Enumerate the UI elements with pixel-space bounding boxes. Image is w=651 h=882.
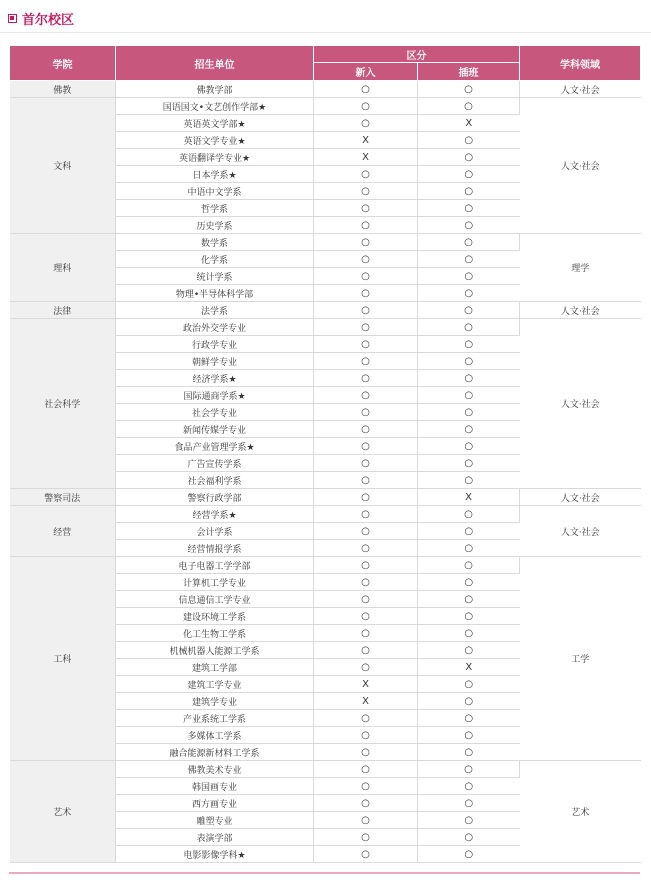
unit-name: 物理•半导体科学部	[116, 285, 314, 302]
unit-name: 历史学系	[116, 217, 314, 234]
header-new: 新入	[314, 63, 418, 81]
new-admission-mark: ○	[314, 523, 418, 540]
unit-name: 电影影像学科★	[116, 846, 314, 863]
header-transfer: 插班	[418, 63, 520, 81]
new-admission-mark: ○	[314, 574, 418, 591]
new-admission-mark: ○	[314, 81, 418, 98]
header-category: 区分	[314, 46, 520, 63]
table-row	[10, 489, 641, 506]
transfer-admission-mark: ○	[418, 846, 520, 863]
unit-name: 英语英文学部★	[116, 115, 314, 132]
transfer-admission-mark: ○	[418, 353, 520, 370]
new-admission-mark: ○	[314, 455, 418, 472]
new-admission-mark: ○	[314, 370, 418, 387]
transfer-admission-mark: X	[418, 489, 520, 506]
unit-name: 建筑工学部	[116, 659, 314, 676]
unit-name: 化工生物工学系	[116, 625, 314, 642]
new-admission-mark: ○	[314, 319, 418, 336]
transfer-admission-mark: ○	[418, 523, 520, 540]
transfer-admission-mark: ○	[418, 506, 520, 523]
new-admission-mark: ○	[314, 183, 418, 200]
new-admission-mark: ○	[314, 200, 418, 217]
new-admission-mark: ○	[314, 421, 418, 438]
unit-name: 经营情报学系	[116, 540, 314, 557]
unit-name: 雕塑专业	[116, 812, 314, 829]
new-admission-mark: ○	[314, 472, 418, 489]
new-admission-mark: ○	[314, 710, 418, 727]
new-admission-mark: ○	[314, 846, 418, 863]
transfer-admission-mark: ○	[418, 472, 520, 489]
new-admission-mark: ○	[314, 744, 418, 761]
new-admission-mark: ○	[314, 438, 418, 455]
transfer-admission-mark: X	[418, 115, 520, 132]
new-admission-mark: ○	[314, 489, 418, 506]
transfer-admission-mark: ○	[418, 693, 520, 710]
college-name: 佛教	[10, 81, 116, 98]
table-row	[10, 761, 641, 778]
new-admission-mark: ○	[314, 353, 418, 370]
new-admission-mark: ○	[314, 387, 418, 404]
unit-name: 信息通信工学专业	[116, 591, 314, 608]
transfer-admission-mark: ○	[418, 812, 520, 829]
campus-title	[8, 8, 74, 28]
unit-name: 融合能源新材料工学系	[116, 744, 314, 761]
college-name: 艺术	[10, 761, 116, 863]
college-name: 法律	[10, 302, 116, 319]
transfer-admission-mark: ○	[418, 710, 520, 727]
college-name: 警察司法	[10, 489, 116, 506]
unit-name: 表演学部	[116, 829, 314, 846]
college-name: 工科	[10, 557, 116, 761]
new-admission-mark: ○	[314, 115, 418, 132]
unit-name: 多媒体工学系	[116, 727, 314, 744]
new-admission-mark: ○	[314, 829, 418, 846]
unit-name: 国际通商学系★	[116, 387, 314, 404]
unit-name: 西方画专业	[116, 795, 314, 812]
unit-name: 经济学系★	[116, 370, 314, 387]
table-row	[10, 302, 641, 319]
campus-title-text: 首尔校区	[22, 12, 75, 28]
transfer-admission-mark: ○	[418, 438, 520, 455]
transfer-admission-mark: ○	[418, 557, 520, 574]
transfer-admission-mark: ○	[418, 251, 520, 268]
unit-name: 法学系	[116, 302, 314, 319]
transfer-admission-mark: ○	[418, 421, 520, 438]
unit-name: 建设环境工学系	[116, 608, 314, 625]
subject-field: 人文·社会	[520, 302, 641, 319]
transfer-admission-mark: ○	[418, 149, 520, 166]
transfer-admission-mark: ○	[418, 404, 520, 421]
top-divider	[0, 32, 651, 33]
transfer-admission-mark: ○	[418, 268, 520, 285]
new-admission-mark: ○	[314, 642, 418, 659]
transfer-admission-mark: ○	[418, 336, 520, 353]
new-admission-mark: ○	[314, 812, 418, 829]
new-admission-mark: ○	[314, 625, 418, 642]
unit-name: 哲学系	[116, 200, 314, 217]
new-admission-mark: ○	[314, 268, 418, 285]
new-admission-mark: ○	[314, 251, 418, 268]
unit-name: 食品产业管理学系★	[116, 438, 314, 455]
new-admission-mark: ○	[314, 557, 418, 574]
unit-name: 中语中文学系	[116, 183, 314, 200]
new-admission-mark: ○	[314, 778, 418, 795]
new-admission-mark: ○	[314, 540, 418, 557]
new-admission-mark: ○	[314, 591, 418, 608]
subject-field: 理学	[520, 234, 641, 302]
unit-name: 朝鲜学专业	[116, 353, 314, 370]
subject-field: 人文·社会	[520, 81, 641, 98]
new-admission-mark: ○	[314, 98, 418, 115]
transfer-admission-mark: ○	[418, 574, 520, 591]
bottom-divider	[9, 872, 640, 874]
table-row	[10, 506, 641, 523]
unit-name: 广告宣传学系	[116, 455, 314, 472]
transfer-admission-mark: ○	[418, 829, 520, 846]
new-admission-mark: ○	[314, 795, 418, 812]
new-admission-mark: ○	[314, 217, 418, 234]
transfer-admission-mark: X	[418, 659, 520, 676]
new-admission-mark: ○	[314, 608, 418, 625]
transfer-admission-mark: ○	[418, 642, 520, 659]
transfer-admission-mark: ○	[418, 98, 520, 115]
new-admission-mark: ○	[314, 234, 418, 251]
new-admission-mark: ○	[314, 761, 418, 778]
transfer-admission-mark: ○	[418, 285, 520, 302]
square-bullet-icon	[8, 14, 17, 23]
unit-name: 佛教美术专业	[116, 761, 314, 778]
transfer-admission-mark: ○	[418, 217, 520, 234]
unit-name: 统计学系	[116, 268, 314, 285]
college-name: 理科	[10, 234, 116, 302]
new-admission-mark: ○	[314, 659, 418, 676]
unit-name: 会计学系	[116, 523, 314, 540]
subject-field: 工学	[520, 557, 641, 761]
transfer-admission-mark: ○	[418, 744, 520, 761]
unit-name: 社会福利学系	[116, 472, 314, 489]
subject-field: 艺术	[520, 761, 641, 863]
transfer-admission-mark: ○	[418, 387, 520, 404]
new-admission-mark: ○	[314, 302, 418, 319]
unit-name: 政治外交学专业	[116, 319, 314, 336]
transfer-admission-mark: ○	[418, 591, 520, 608]
subject-field: 人文·社会	[520, 98, 641, 234]
unit-name: 日本学系★	[116, 166, 314, 183]
subject-field: 人文·社会	[520, 489, 641, 506]
new-admission-mark: X	[314, 149, 418, 166]
unit-name: 机械机器人能源工学系	[116, 642, 314, 659]
table-row	[10, 234, 641, 251]
transfer-admission-mark: ○	[418, 234, 520, 251]
transfer-admission-mark: ○	[418, 166, 520, 183]
new-admission-mark: ○	[314, 285, 418, 302]
new-admission-mark: ○	[314, 166, 418, 183]
transfer-admission-mark: ○	[418, 455, 520, 472]
college-name: 经营	[10, 506, 116, 557]
unit-name: 计算机工学专业	[116, 574, 314, 591]
unit-name: 行政学专业	[116, 336, 314, 353]
unit-name: 建筑工学专业	[116, 676, 314, 693]
transfer-admission-mark: ○	[418, 608, 520, 625]
new-admission-mark: X	[314, 132, 418, 149]
transfer-admission-mark: ○	[418, 319, 520, 336]
unit-name: 化学系	[116, 251, 314, 268]
table-row	[10, 557, 641, 574]
new-admission-mark: ○	[314, 336, 418, 353]
unit-name: 数学系	[116, 234, 314, 251]
table-row	[10, 319, 641, 336]
unit-name: 社会学专业	[116, 404, 314, 421]
unit-name: 国语国文•文艺创作学部★	[116, 98, 314, 115]
unit-name: 英语翻译学专业★	[116, 149, 314, 166]
transfer-admission-mark: ○	[418, 302, 520, 319]
new-admission-mark: X	[314, 676, 418, 693]
transfer-admission-mark: ○	[418, 795, 520, 812]
subject-field: 人文·社会	[520, 319, 641, 489]
unit-name: 建筑学专业	[116, 693, 314, 710]
transfer-admission-mark: ○	[418, 761, 520, 778]
table-row	[10, 81, 641, 98]
transfer-admission-mark: ○	[418, 778, 520, 795]
college-name: 文科	[10, 98, 116, 234]
new-admission-mark: ○	[314, 506, 418, 523]
header-college: 学院	[10, 46, 116, 81]
new-admission-mark: X	[314, 693, 418, 710]
transfer-admission-mark: ○	[418, 132, 520, 149]
college-name: 社会科学	[10, 319, 116, 489]
transfer-admission-mark: ○	[418, 625, 520, 642]
unit-name: 新闻传媒学专业	[116, 421, 314, 438]
unit-name: 产业系统工学系	[116, 710, 314, 727]
table-body	[10, 81, 641, 863]
unit-name: 经营学系★	[116, 506, 314, 523]
transfer-admission-mark: ○	[418, 81, 520, 98]
unit-name: 韩国画专业	[116, 778, 314, 795]
header-field: 学科领域	[520, 46, 641, 81]
table-header	[10, 46, 641, 81]
new-admission-mark: ○	[314, 404, 418, 421]
transfer-admission-mark: ○	[418, 676, 520, 693]
header-unit: 招生单位	[116, 46, 314, 81]
transfer-admission-mark: ○	[418, 200, 520, 217]
unit-name: 英语文学专业★	[116, 132, 314, 149]
unit-name: 佛教学部	[116, 81, 314, 98]
table-row	[10, 98, 641, 115]
admission-table	[9, 45, 641, 863]
transfer-admission-mark: ○	[418, 727, 520, 744]
transfer-admission-mark: ○	[418, 540, 520, 557]
transfer-admission-mark: ○	[418, 183, 520, 200]
new-admission-mark: ○	[314, 727, 418, 744]
transfer-admission-mark: ○	[418, 370, 520, 387]
unit-name: 电子电器工学学部	[116, 557, 314, 574]
subject-field: 人文·社会	[520, 506, 641, 557]
unit-name: 警察行政学部	[116, 489, 314, 506]
